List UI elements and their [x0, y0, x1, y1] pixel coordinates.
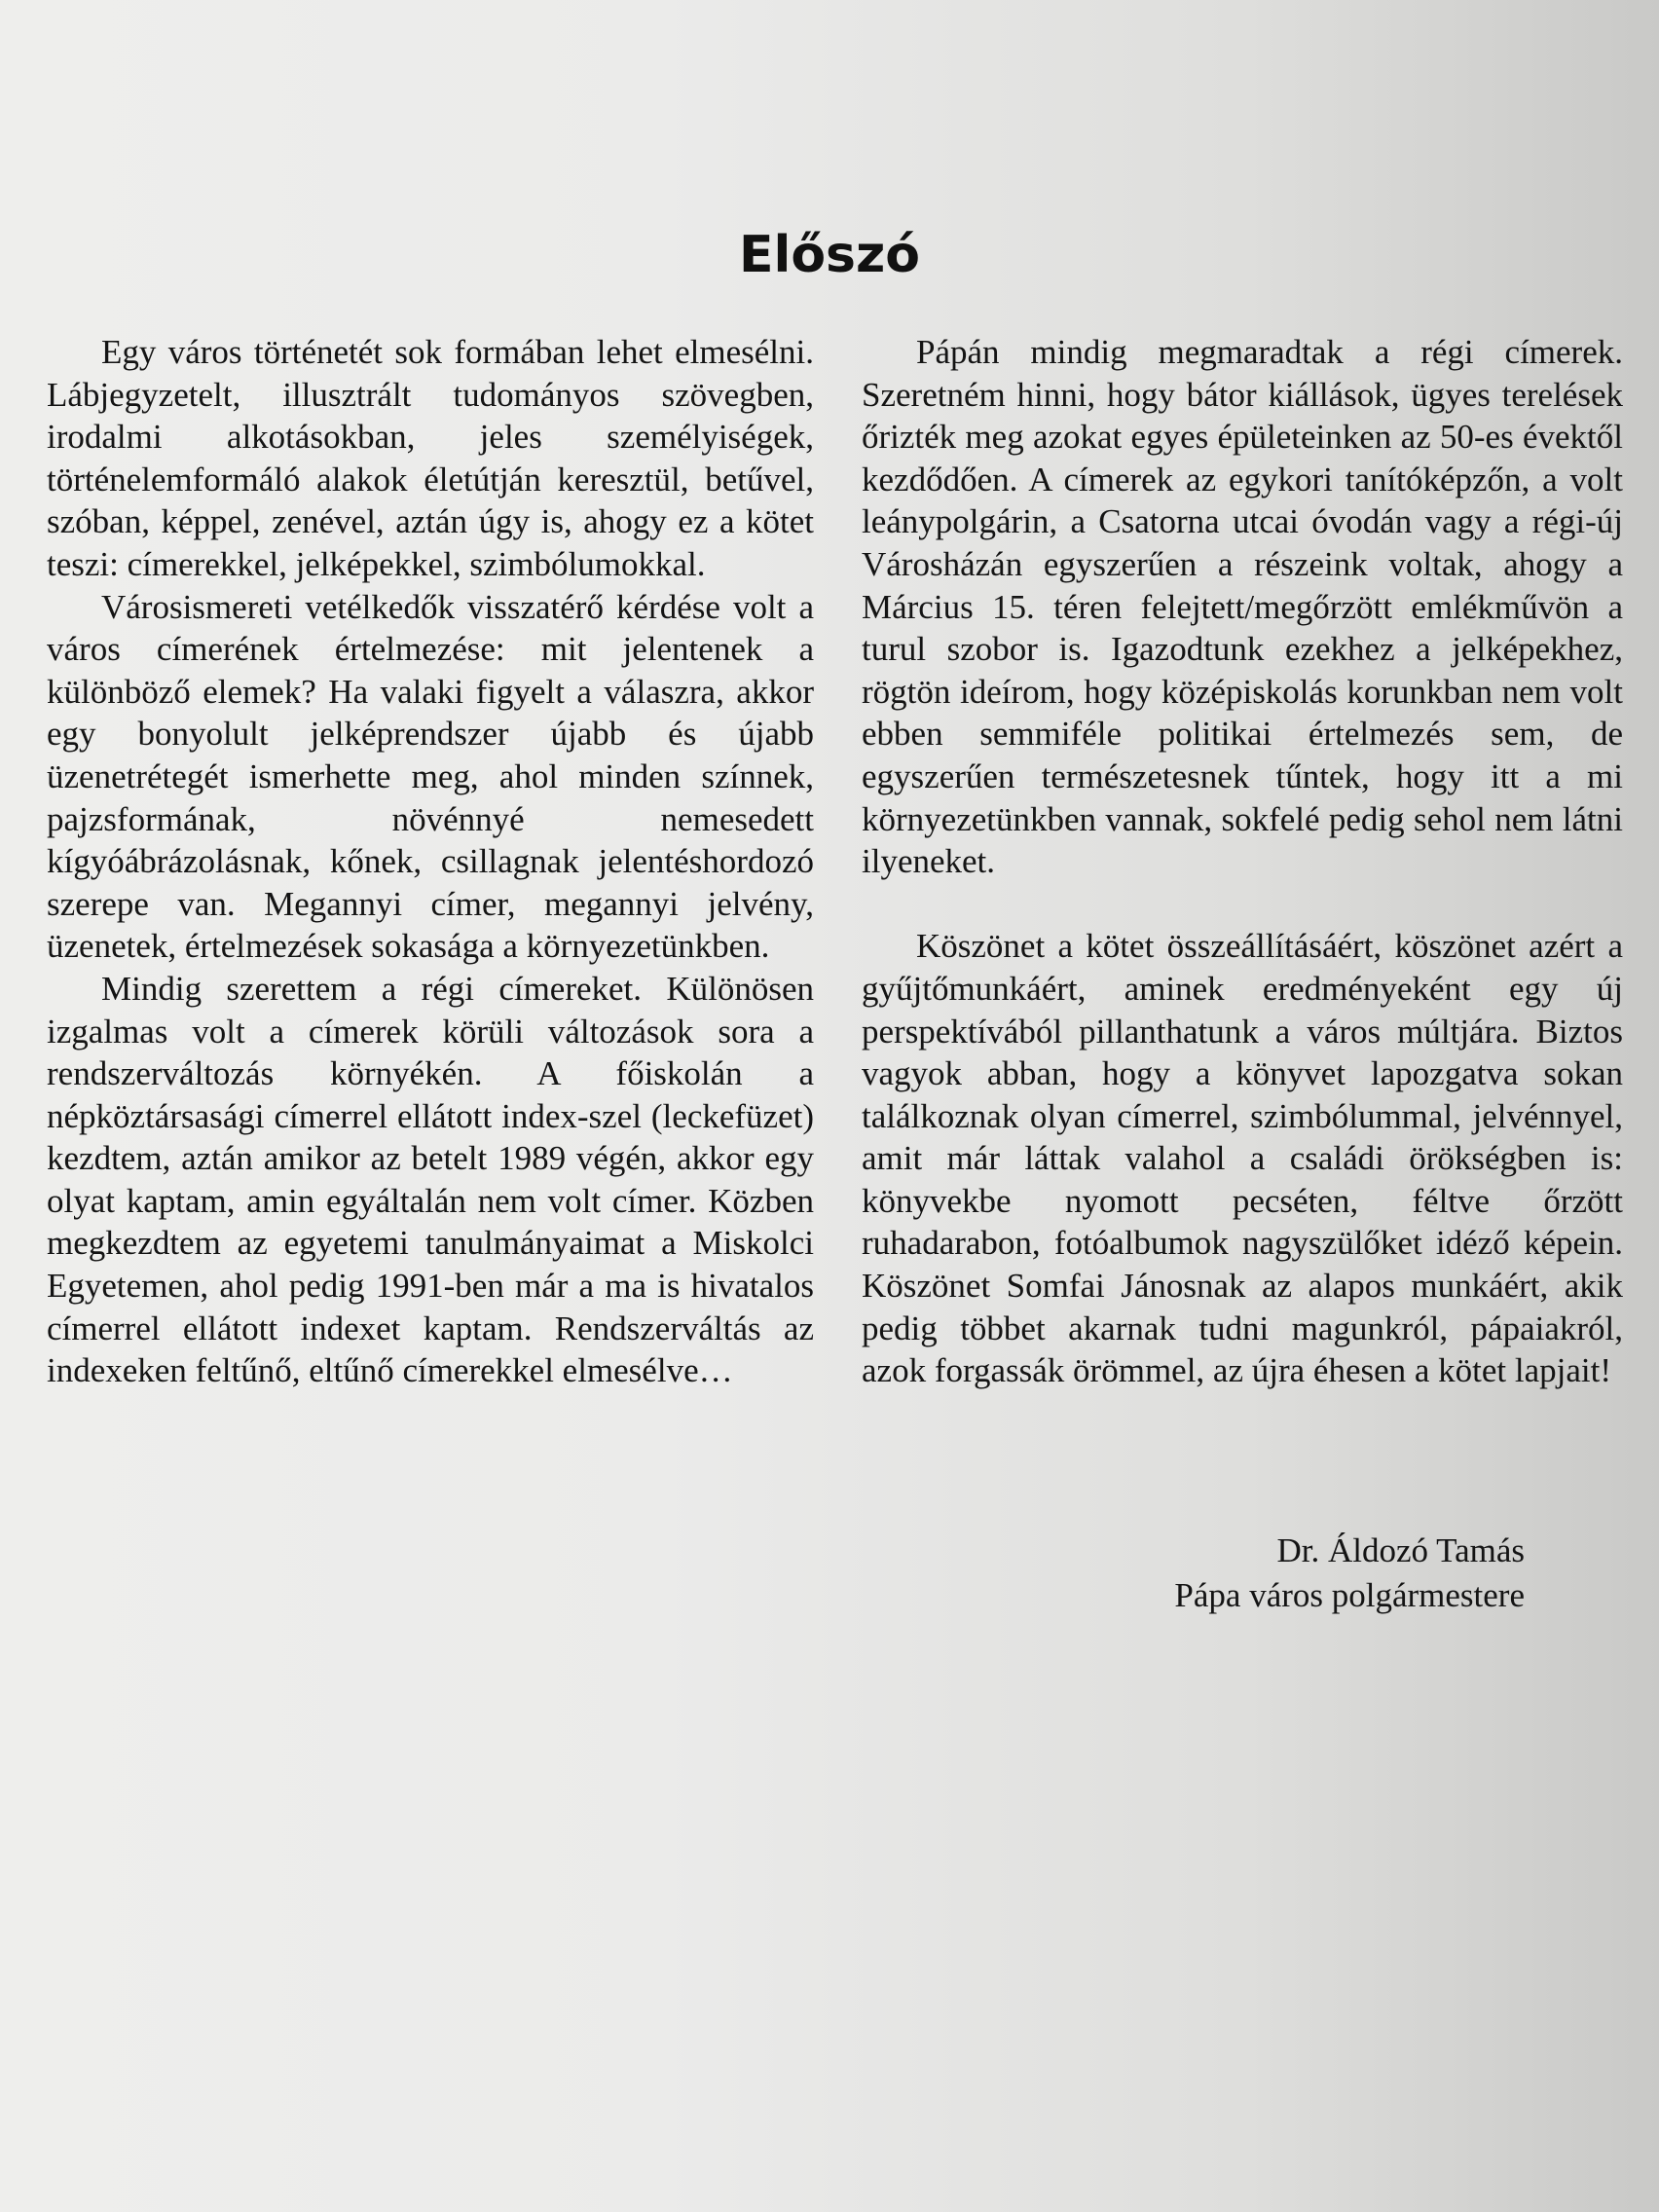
paragraph: Városismereti vetélkedők visszatérő kérdése volt a város címerének értelmezése: mit jelentenek a különböző elemek? Ha valaki figyelt a válaszra, akkor egy bonyolult jelképrendszer újabb és újabb üzenetrétegét ismerhette meg, ahol minden színnek, pajzsformának, növénnyé nemesedett kígyóábrázolásnak, kőnek, csillagnak jelentéshordozó szerepe van. Megannyi címer, megannyi jelvény, üzenetek, értelmezések sokasága a környezetünkben. [47, 587, 814, 966]
signature-block [1071, 1529, 1525, 1618]
paragraph: Egy város történetét sok formában lehet elmesélni. Lábjegyzetelt, illusztrált tudományos szövegben, irodalmi alkotásokban, jeles személyiségek, történelemformáló alakok életútján keresztül, betűvel, szóban, képpel, zenével, aztán úgy is, ahogy ez a kötet teszi: címerekkel, jelképekkel, szimbólumokkal. [47, 333, 814, 583]
left-text-column [47, 331, 814, 1392]
right-text-column [862, 331, 1623, 1392]
paragraph: Mindig szerettem a régi címereket. Különösen izgalmas volt a címerek körüli változások sora a rendszerváltozás környékén. A főiskolán a népköztársasági címerrel ellátott index-szel (leckefüzet) kezdtem, aztán amikor az betelt 1989 végén, akkor egy olyat kaptam, amin egyáltalán nem volt címer. Közben megkezdtem az egyetemi tanulmányaimat a Miskolci Egyetemen, ahol pedig 1991-ben már a ma is hivatalos címerrel ellátott indexet kaptam. Rendszerváltás az indexeken feltűnő, eltűnő címerekkel elmesélve… [47, 969, 814, 1390]
signature-name: Dr. Áldozó Tamás [1276, 1531, 1525, 1569]
paragraph: Köszönet a kötet összeállításáért, köszönet azért a gyűjtőmunkáért, aminek eredményeként egy új perspektívából pillanthatunk a város múltjára. Biztos vagyok abban, hogy a könyvet lapozgatva sokan találkoznak olyan címerrel, szimbólummal, jelvénnyel, amit már láttak valahol a családi örökségben is: könyvekbe nyomott pecséten, féltve őrzött ruhadarabon, fotóalbumok nagyszülőket idéző képein. Köszönet Somfai Jánosnak az alapos munkáért, akik pedig többet akarnak tudni magunkról, pápaiakról, azok forgassák örömmel, az újra éhesen a kötet lapjait! [862, 927, 1623, 1390]
signature-role: Pápa város polgármestere [1174, 1576, 1525, 1614]
paragraph: Pápán mindig megmaradtak a régi címerek. Szeretném hinni, hogy bátor kiállások, ügyes terelések őrizték meg azokat egyes épületeinken az 50-es évektől kezdődően. A címerek az egykori tanítóképzőn, a volt leánypolgárin, a Csatorna utcai óvodán vagy a régi-új Városházán egyszerűen a részeink voltak, ahogy a Március 15. téren felejtett/megőrzött emlékművön a turul szobor is. Igazodtunk ezekhez a jelképekhez, rögtön ideírom, hogy középiskolás korunkban nem volt ebben semmiféle politikai értelmezés sem, de egyszerűen természetesnek tűntek, hogy itt a mi környezetünkben vannak, sokfelé pedig sehol nem látni ilyeneket. [862, 333, 1623, 881]
page-title: Előszó [738, 226, 920, 284]
